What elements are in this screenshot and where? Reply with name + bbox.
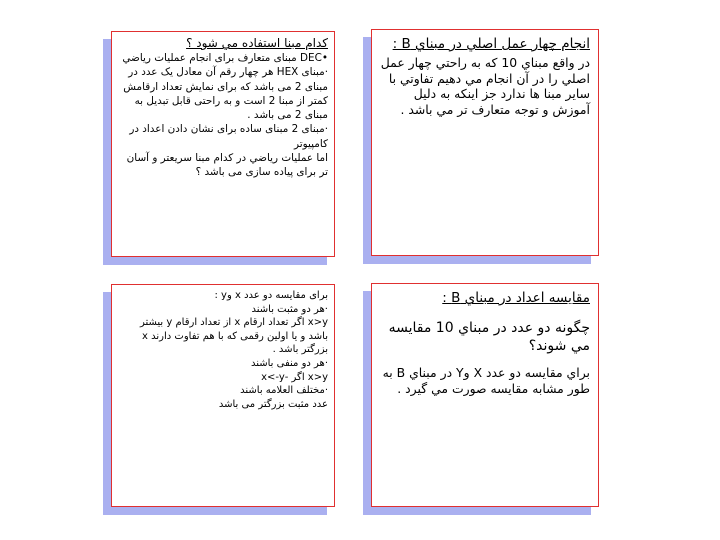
card-compare-numbers (371, 283, 599, 507)
card-comparison-rules (111, 284, 335, 507)
text-line: ·هر دو مثبت باشند (251, 303, 328, 315)
text-line: عدد مثبت بزرگتر می باشد (218, 398, 328, 410)
card-title: كدام مبنا استفاده مي شود ؟ (186, 36, 328, 50)
text-line: اما عملیات رياضي در کدام مبنا سریعتر و آسان تر برای پیاده سازی می باشد ؟ (126, 152, 328, 179)
text-line: ·مختلف العلامه باشند (240, 385, 328, 397)
card-question: چگونه دو عدد در مبناي 10 مقايسه مي شوند؟ (388, 320, 590, 354)
card-which-base (111, 31, 335, 257)
card-body: در واقع مبناي 10 كه به راحتي چهار عمل اصلي را در آن انجام مي دهيم تفاوتي با ساير مبنا ها ندارد جز اينكه به دليل آموزش و توجه متعارف تر مي باشد . (380, 55, 590, 117)
text-line: برای مقایسه دو عدد x وy : (214, 290, 328, 301)
card-title: انجام چهار عمل اصلي در مبناي B : (392, 36, 590, 52)
text-line: ·مبنای 2 مبنای ساده برای نشان دادن اعداد در کامپیوتر (129, 123, 328, 150)
text-line: ·مبنای HEX هر چهار رقم آن معادل یک عدد در مبنای 2 می باشد که برای نمایش تعداد ارقامش کمتر از مبنا 2 است و به راحتی قابل تبدیل به مبنای 2 می باشد . (123, 66, 328, 122)
text-line: x>y اگر تعداد ارقام x از تعداد ارقام y بیشتر باشد و یا اولین رقمی که با هم تفاوت دارند x بزرگتر باشد . (139, 317, 328, 356)
card-body: براي مقايسه دو عدد X وY در مبناي B به طور مشابه مقايسه صورت مي گيرد . (382, 365, 590, 396)
text-line: ·هر دو منفی باشند (250, 357, 328, 369)
card-four-operations (371, 29, 599, 256)
text-line: •DEC مبنای متعارف برای انجام عملیات رياضي (122, 52, 328, 64)
text-line: x>y اگر -x<-y (261, 371, 328, 383)
card-title: مقايسه اعداد در مبناي B : (442, 290, 590, 306)
